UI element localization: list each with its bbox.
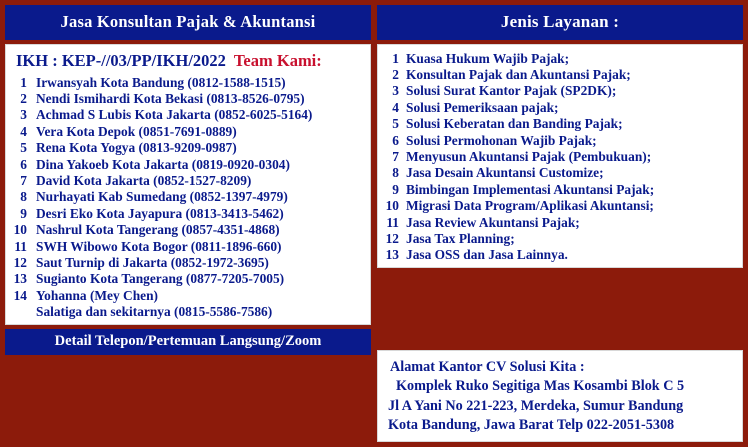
list-item-label: David Kota Jakarta (0852-1527-8209) <box>36 172 252 188</box>
list-item <box>384 198 736 214</box>
list-item <box>12 238 364 254</box>
list-item <box>384 247 736 263</box>
list-item <box>12 90 364 106</box>
list-item <box>12 156 364 172</box>
list-item-label: Jasa Desain Akuntansi Customize; <box>406 165 604 181</box>
list-item <box>384 132 736 148</box>
list-item-label: Nendi Ismihardi Kota Bekasi (0813-8526-0795) <box>36 90 305 106</box>
list-item-label: Sugianto Kota Tangerang (0877-7205-7005) <box>36 271 285 287</box>
list-item <box>384 148 736 164</box>
list-item-label: Vera Kota Depok (0851-7691-0889) <box>36 123 237 139</box>
list-item-number: 7 <box>392 148 399 164</box>
list-item-label: Irwansyah Kota Bandung (0812-1588-1515) <box>36 74 286 90</box>
services-panel <box>377 44 743 268</box>
list-item-number: 2 <box>392 66 399 82</box>
ikh-code-text: IKH : KEP-//03/PP/IKH/2022 <box>16 51 226 70</box>
address-line-1: Komplek Ruko Segitiga Mas Kosambi Blok C 5 <box>396 378 685 395</box>
list-item <box>384 214 736 230</box>
address-line-3: Kota Bandung, Jawa Barat Telp 022-2051-5308 <box>388 417 675 434</box>
list-item-number: 12 <box>385 230 399 246</box>
list-item-label: SWH Wibowo Kota Bogor (0811-1896-660) <box>36 238 282 254</box>
list-item <box>384 66 736 82</box>
list-item-number: 4 <box>392 99 399 115</box>
team-member-list <box>12 74 364 320</box>
list-item <box>384 181 736 197</box>
address-heading: Alamat Kantor CV Solusi Kita : <box>390 358 585 375</box>
list-item-label: Jasa Tax Planning; <box>406 230 515 246</box>
list-item <box>12 107 364 123</box>
address-line-2: Jl A Yani No 221-223, Merdeka, Sumur Bandung <box>388 397 684 414</box>
list-item-number: 6 <box>392 132 399 148</box>
list-item-label: Rena Kota Yogya (0813-9209-0987) <box>36 140 237 156</box>
left-column <box>5 5 371 442</box>
office-address-panel <box>377 350 743 442</box>
list-item <box>384 83 736 99</box>
list-item-number: 4 <box>20 123 27 139</box>
team-kami-label: Team Kami: <box>233 51 322 70</box>
list-item-number: 9 <box>392 181 399 197</box>
list-item <box>12 205 364 221</box>
list-item-label: Menyusun Akuntansi Pajak (Pembukuan); <box>406 148 652 164</box>
list-item-number: 8 <box>392 165 399 181</box>
list-item-label: Solusi Surat Kantor Pajak (SP2DK); <box>406 83 617 99</box>
team-panel <box>5 44 371 325</box>
list-item <box>12 123 364 139</box>
list-item-number: 5 <box>20 140 27 156</box>
list-item-number: 5 <box>392 116 399 132</box>
list-item-number: 10 <box>13 222 27 238</box>
list-item-label: Salatiga dan sekitarnya (0815-5586-7586) <box>36 304 273 320</box>
list-item-label: Achmad S Lubis Kota Jakarta (0852-6025-5164) <box>36 107 313 123</box>
list-item-number: 11 <box>14 238 27 254</box>
contact-footer-bar: Detail Telepon/Pertemuan Langsung/Zoom <box>5 329 371 355</box>
list-item-number: 2 <box>20 90 27 106</box>
list-item-label: Solusi Pemeriksaan pajak; <box>406 99 559 115</box>
list-item-label: Solusi Keberatan dan Banding Pajak; <box>406 116 623 132</box>
list-item-continuation <box>12 304 364 320</box>
list-item-number: 3 <box>392 83 399 99</box>
list-item-label: Nurhayati Kab Sumedang (0852-1397-4979) <box>36 189 288 205</box>
list-item <box>384 165 736 181</box>
list-item <box>12 172 364 188</box>
list-item <box>12 140 364 156</box>
list-item <box>12 222 364 238</box>
list-item-label: Bimbingan Implementasi Akuntansi Pajak; <box>406 181 655 197</box>
right-banner-title: Jenis Layanan : <box>377 5 743 40</box>
list-item <box>12 271 364 287</box>
list-item-label: Migrasi Data Program/Aplikasi Akuntansi; <box>406 198 654 214</box>
list-item-number: 13 <box>13 271 27 287</box>
list-item-number: 7 <box>20 172 27 188</box>
list-item-label: Desri Eko Kota Jayapura (0813-3413-5462) <box>36 205 284 221</box>
services-list <box>384 50 736 263</box>
list-item-number: 1 <box>20 74 27 90</box>
right-spacer <box>377 272 743 345</box>
list-item-number: 12 <box>13 254 27 270</box>
list-item-label: Solusi Permohonan Wajib Pajak; <box>406 132 597 148</box>
list-item <box>384 50 736 66</box>
list-item <box>384 116 736 132</box>
list-item <box>12 189 364 205</box>
list-item-number: 3 <box>20 107 27 123</box>
list-item-label: Jasa OSS dan Jasa Lainnya. <box>406 247 568 263</box>
list-item <box>384 230 736 246</box>
list-item <box>384 99 736 115</box>
list-item-number: 14 <box>13 287 27 303</box>
list-item-number: 9 <box>20 205 27 221</box>
list-item-label: Kuasa Hukum Wajib Pajak; <box>406 50 570 66</box>
list-item <box>12 287 364 303</box>
list-item-label: Saut Turnip di Jakarta (0852-1972-3695) <box>36 254 269 270</box>
list-item-number: 13 <box>385 247 399 263</box>
list-item-label: Dina Yakoeb Kota Jakarta (0819-0920-0304) <box>36 156 290 172</box>
list-item-number: 8 <box>20 189 27 205</box>
team-headline <box>12 50 364 74</box>
list-item-label: Yohanna (Mey Chen) <box>36 287 159 303</box>
list-item-number: 1 <box>392 50 399 66</box>
list-item <box>12 74 364 90</box>
left-banner-title: Jasa Konsultan Pajak & Akuntansi <box>5 5 371 40</box>
list-item-label: Jasa Review Akuntansi Pajak; <box>406 214 580 230</box>
list-item-label: Nashrul Kota Tangerang (0857-4351-4868) <box>36 222 280 238</box>
list-item <box>12 254 364 270</box>
list-item-number: 10 <box>385 198 399 214</box>
list-item-label: Konsultan Pajak dan Akuntansi Pajak; <box>406 66 631 82</box>
list-item-number: 11 <box>386 214 399 230</box>
right-column <box>377 5 743 442</box>
list-item-number: 6 <box>20 156 27 172</box>
